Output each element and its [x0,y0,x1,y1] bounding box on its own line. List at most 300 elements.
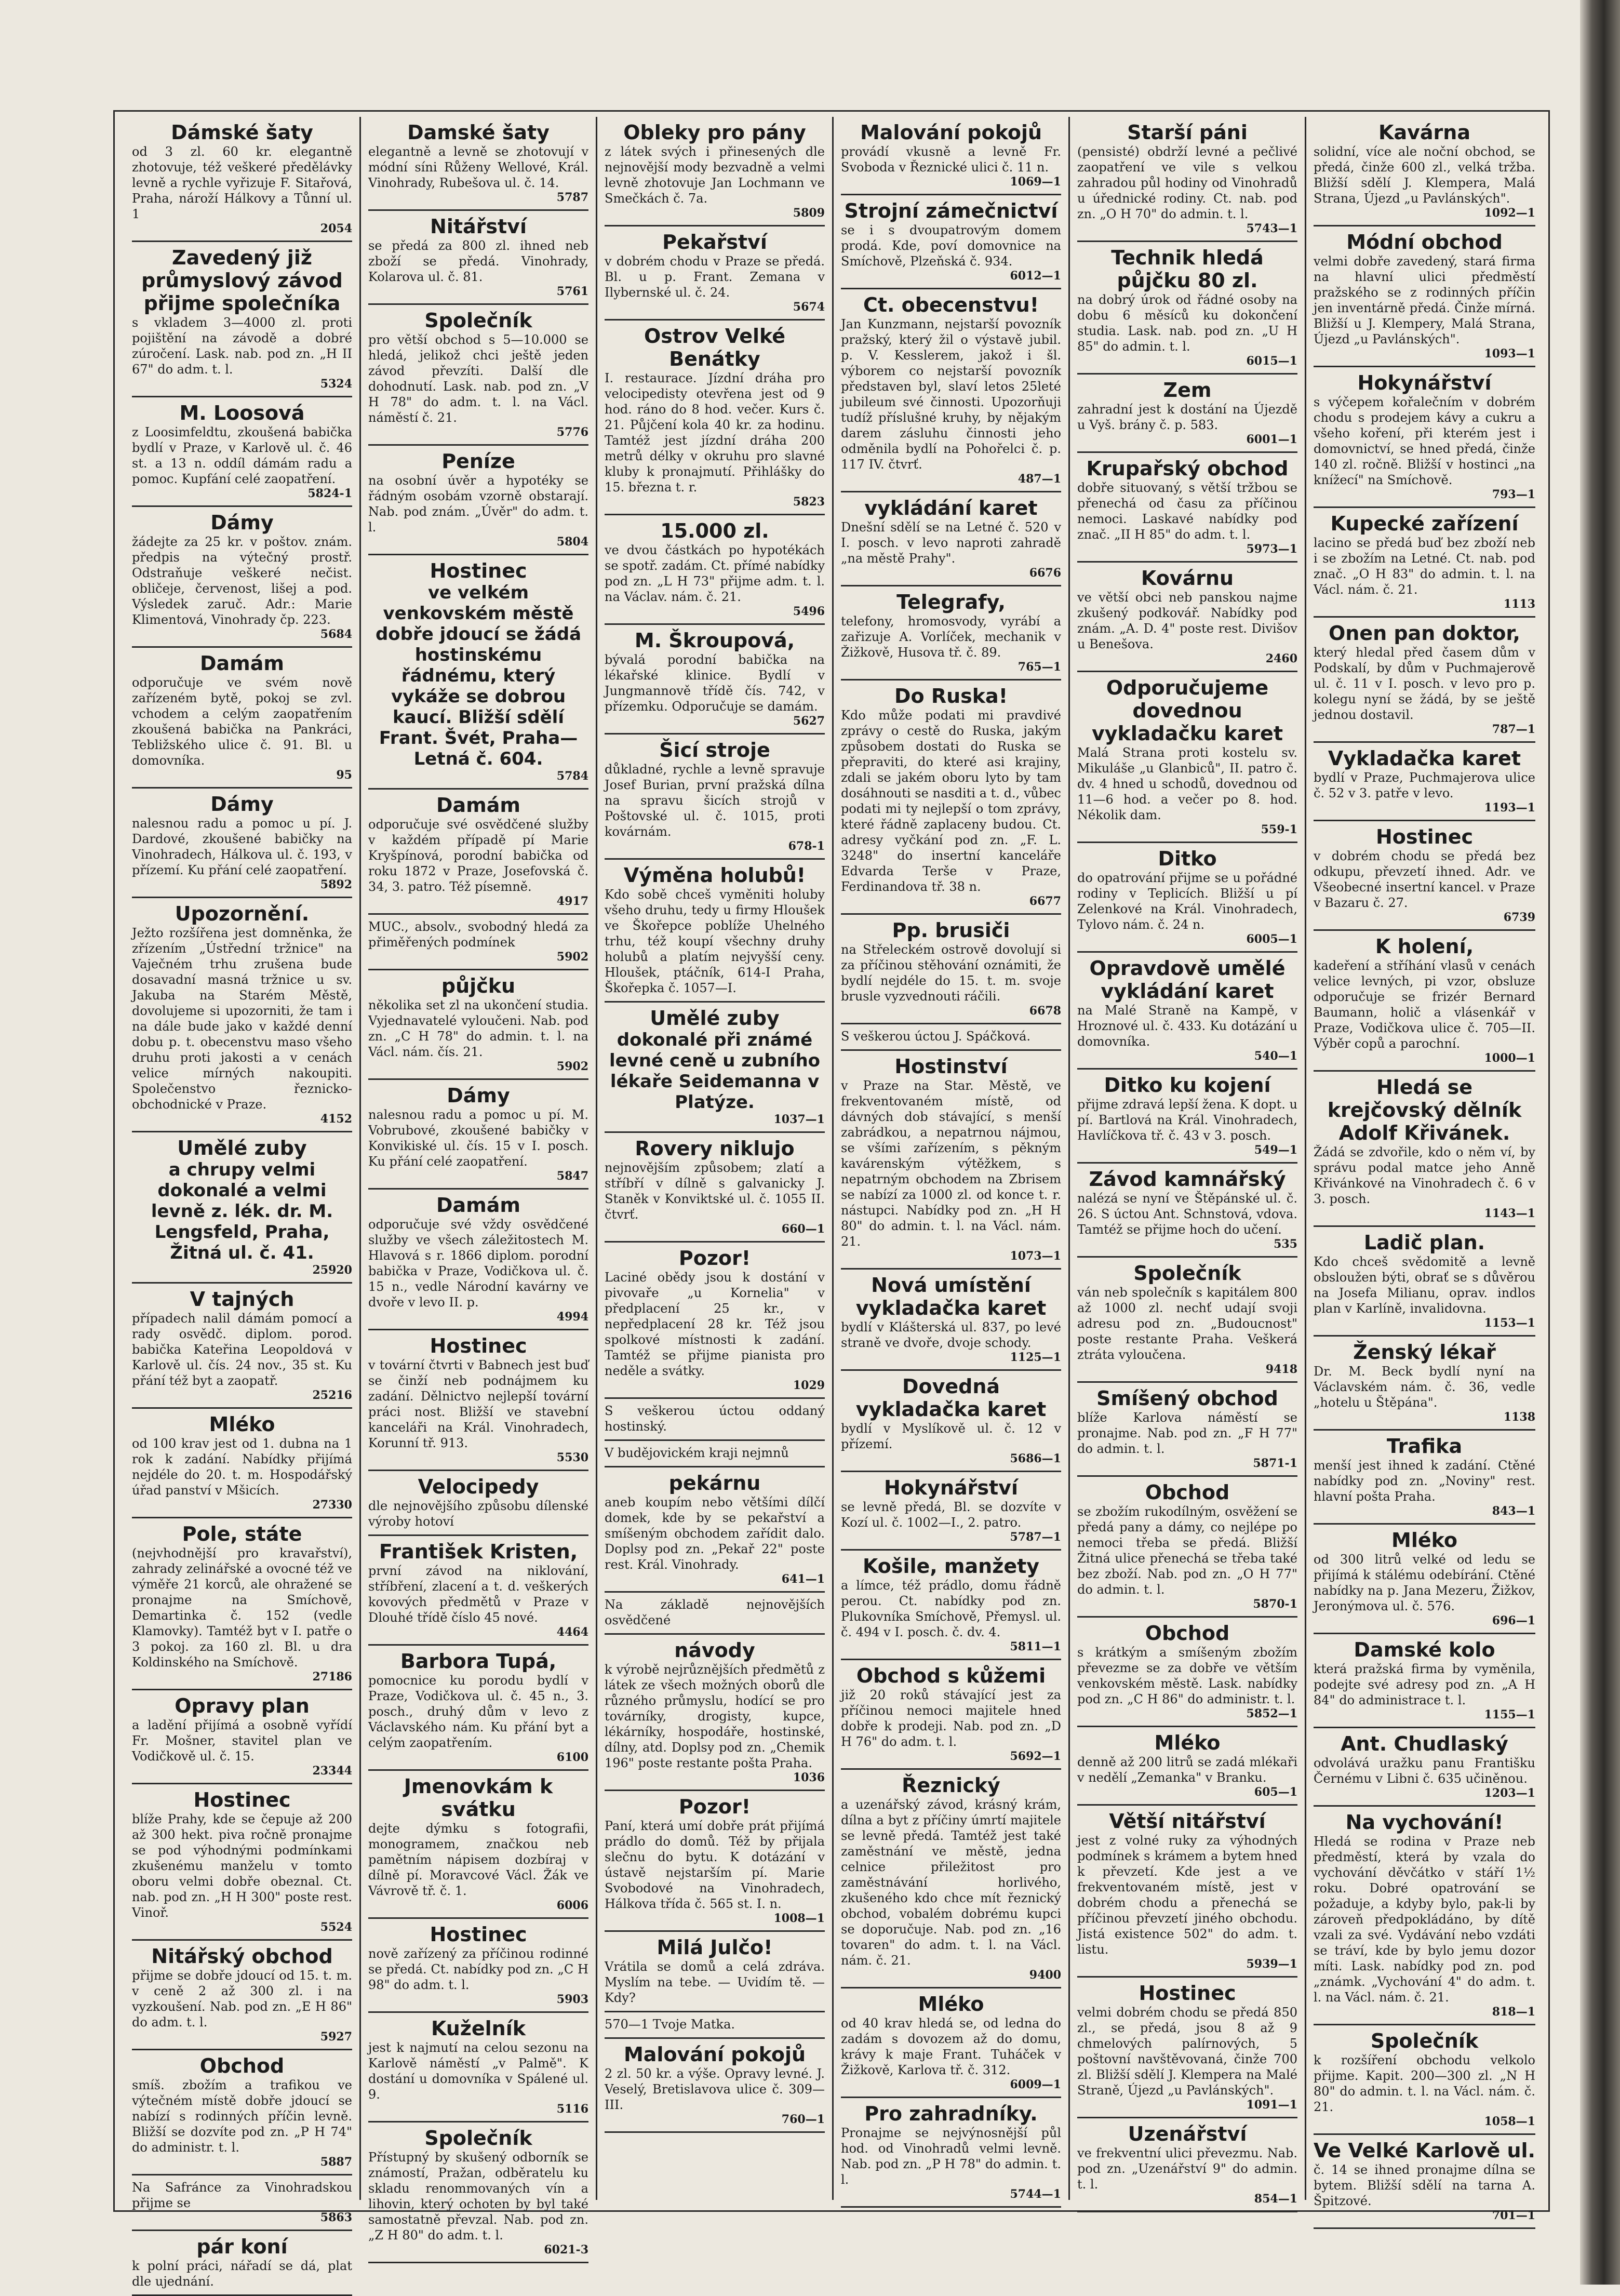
ad-text: odporučuje své osvědčené služby v každém případě pí Marie Kryšpínová, porodní babička od roku 1872 v Praze, Josefovská č. 34, 3. patro. Též písemně. [368,817,588,894]
ad-heading: Dámy [210,511,274,534]
classified-ad [841,1051,1061,1270]
ad-text: s krátkým a smíšeným zbožím převezme se za dobře ve větším venkovském městě. Lask. nabídky pod zn. „C H 86" do administr. t. l. [1077,1645,1297,1706]
classified-ad [605,321,825,515]
ad-heading: V tajných [190,1288,294,1311]
ad-text: kadeření a stříhání vlasů v cenách velice levných, pi vzor, obsluze odporučuje se frizér Bernard Baumann, holič a vlásenkář v Praze, Vodičkova ulice č. 705—II. Výběr copů a parochní. [1314,958,1535,1051]
ad-number: 6001—1 [1246,433,1297,446]
classified-ad [1077,843,1297,953]
ad-heading: K holení, [1375,935,1474,958]
ad-heading: Ženský lékař [1353,1341,1496,1364]
ad-text: od 3 zl. 60 kr. elegantně zhotovuje, též veškeré předělávky levně a rychle vyřizuje F. Sitařová, Praha, nároží Hálkovy a Tůnní ul. 1 [132,144,352,221]
classified-ad [1314,1227,1535,1337]
ad-number: 487—1 [1017,472,1061,486]
ad-heading: Košile, manžety [862,1555,1040,1578]
ad-text: a límce, též prádlo, domu řádně perou. Ct. nabídky pod zn. Plukovníka Smíchově, Přemysl. ul. č. 494 v I. posch. č. dv. 4. [841,1578,1061,1639]
classified-ad [841,1660,1061,1770]
classified-ad [1077,2118,1297,2212]
ad-heading: Mléko [209,1413,275,1436]
classified-ad [1077,1477,1297,1618]
ad-number: 5809 [793,206,825,220]
classified-ad [1077,672,1297,843]
classified-ad [605,1399,825,1441]
ad-heading: půjčku [441,975,516,997]
ad-heading: Technik hledá půjčku 80 zl. [1111,246,1264,292]
ad-heading: Trafika [1386,1435,1463,1458]
classified-ad [368,970,588,1080]
ad-text: menší jest ihned k zadání. Ctěné nabídky pod zn. „Noviny" rest. hlavní pošta Praha. [1314,1458,1535,1504]
column-2 [361,117,597,2257]
ad-heading: Pp. brusiči [892,919,1010,942]
classified-ad [841,1472,1061,1551]
ad-heading: Peníze [441,450,515,473]
classified-ad [1314,2135,1535,2229]
ad-heading: Dovedná vykladačka karet [855,1375,1047,1421]
classified-ad [605,1635,825,1791]
ad-text: odporučuje své vždy osvědčené služby ve všech záležitostech M. Hlavová s r. 1866 diplom. porodní babička v Praze, Vodičkova ul. č. 15 n., vedle Národní kavárny ve dvoře v levo II. p. [368,1217,588,1310]
ad-heading: Krupařský obchod [1086,457,1289,480]
classified-ad [132,2050,352,2175]
ad-heading: Malování pokojů [860,121,1042,144]
classified-ad [1314,618,1535,743]
ad-heading: M. Loosová [179,402,305,424]
ad-number: 660—1 [781,1222,825,1236]
ad-text: dejte dýmku s fotografii, monogramem, značkou neb pamětním nápisem dozbíraj v dílně pí. Moravcové Václ. Žák ve Vávrově tř. č. 1. [368,1821,588,1898]
ad-number: 1029 [793,1379,825,1392]
ad-text: (nejvhodnější pro kravařství), zahrady zelinářské a ovocné též ve výměře 21 korců, ale ohražené se pronajme na Smíchově, Demartinka č. 152 (vedle Klamovky). Tamtéž byt v I. patře o 3 pokoj. za 160 zl. Bl. u dra Koldinského na Smíchově. [132,1546,352,1670]
ad-number: 9400 [1029,1968,1061,1982]
ad-text: a uzenářský závod, krásný krám, dílna a byt z příčiny úmrtí majitele se levně předá. Tamtéž jest také zaměstnání ve městě, jedna celnice přiležitost pro zaměstnávání horlivého, zkušeného kdo chce mít řeznický obchod, vobalém dobrému kupci se doporučuje. Nab. pod zn. „16 tovaren" do adm. t. l. na Václ. nám. č. 21. [841,1797,1061,1968]
classified-ad [841,1551,1061,1660]
ad-heading: Dámské šaty [171,121,313,144]
ad-heading: Smíšený obchod [1096,1387,1278,1410]
ad-heading: Obchod s kůžemi [856,1664,1046,1687]
ad-number: 5743—1 [1246,222,1297,235]
ad-text: v Praze na Star. Městě, ve frekventovaném místě, od dávných dob stávající, s menší zabrádkou, a nepatrnou nájmou, se všími zařízením, s pěkným kavárenským výtěžkem, s nepatrným obchodem na Zbrisem se nabízí za 1000 zl. od konce t. r. nástupci. Nabídky pod zn. „H H 80" do admin. t. l. na Václ. nám. 21. [841,1078,1061,1249]
classified-ad [605,1932,825,2012]
ad-heading: Opravy plan [175,1694,310,1717]
ad-text: MUC., absolv., svobodný hledá za přiměřených podmínek [368,919,588,950]
ad-heading: Ostrov Velké Benátky [644,325,786,370]
ad-heading: Starší páni [1127,121,1248,144]
ad-number: 1125—1 [1010,1351,1061,1364]
ad-text: S veškerou úctou J. Spáčková. [841,1029,1031,1044]
ad-text: od 300 litrů velké od ledu se přijímá k stálému odebírání. Ctěné nabídky na p. Jana Mezeru, Žižkov, Jeronýmova ul. č. 576. [1314,1552,1535,1613]
classified-ad [368,1771,588,1919]
ad-text: V budějovickém kraji nejmnů [605,1446,789,1460]
ad-text: Pronajme se nejvýnosnější půl hod. od Vinohradů velmi levně. Nab. pod zn. „P H 78" do admin. t. l. [841,2126,1061,2187]
ad-text: Dr. M. Beck bydlí nyní na Václavském nám. č. 36, vedle „hotelu u Štěpána". [1314,1364,1535,1410]
classified-ad [368,117,588,211]
ad-number: 5823 [793,495,825,509]
ad-heading: Hostinec [430,1923,527,1946]
ad-heading: Mléko [1391,1529,1457,1552]
ad-text: Laciné obědy jsou k dostání v pivovaře „u Kornelia" v předplacení 25 kr., v nepředplacení 28 kr. Též jsou spolkové místnosti k zadání. Tamtéž se přijme pianista pro neděle a svátky. [605,1270,825,1378]
ad-heading: Zem [1163,379,1212,402]
ad-heading: pár koní [196,2235,288,2258]
classified-ad [368,2123,588,2263]
classified-ad [1077,1727,1297,1806]
ad-heading: Hostinec [1139,1982,1236,2005]
ad-heading: Ladič plan. [1363,1231,1485,1254]
ad-number: 5761 [556,285,588,298]
ad-number: 1036 [793,1771,825,1784]
classified-ad [605,625,825,735]
ad-number: 854—1 [1254,2192,1297,2206]
ad-heading: Damám [436,1194,521,1217]
ad-text: nejnovějším způsobem; zlatí a stříbří v dílně s galvanicky J. Staněk v Konviktské ul. č. 1055 II. čtvrť. [605,1160,825,1222]
ad-text: na Malé Straně na Kampě, v Hroznové ul. č. 433. Ku dotázání u domovníka. [1077,1003,1297,1049]
ad-text: Malá Strana proti kostelu sv. Mikuláše „u Glanbiců", II. patro č. dv. 4 hned u schodů, dovednou od 11—6 hod. a večer po 8. hod. Nékolik dam. [1077,745,1297,822]
ad-number: 1037—1 [773,1113,825,1126]
ad-text: Hledá se rodina v Praze neb předměstí, která by vzala do vychování děvčátko v stáří 1½ roku. Dobré opatrování se požaduje, a kdyby bylo, pak-li by zároveň předpokládáno, by dítě vzali za své. Vydávání nebo vzdáti se tráví, kde by bylo jemu dozor míti. Lask. nabídky pod zn. pod „známk. „Vychování 4" do adm. t. l. na Václ. nám. č. 21. [1314,1834,1535,2005]
ad-number: 2054 [320,222,352,235]
ad-heading: František Kristen, [379,1540,578,1563]
classified-ad [605,1441,825,1467]
ad-text: dle nejnovějšího způsobu dílenské výroby hotoví [368,1499,588,1529]
ad-text: bývalá porodní babička na lékařské klinice. Bydlí v Jungmannově třídě čís. 742, v přízemku. Odporučuje se damám. [605,652,825,714]
ad-number: 6006 [556,1899,588,1912]
ad-heading: Mléko [918,1993,984,2015]
ad-heading: Řeznický [902,1774,1000,1797]
ad-heading: vykládání karet [864,497,1038,519]
ad-text: bydlí v Praze, Puchmajerova ulice č. 52 v 3. patře v levo. [1314,770,1535,800]
page-fold-shadow [1580,0,1620,2285]
classified-ad [132,789,352,898]
ad-number: 6100 [556,1751,588,1764]
classified-ad [1314,1728,1535,1807]
classified-ad [1314,821,1535,931]
ad-number: 1193—1 [1484,801,1535,815]
classified-ad [368,915,588,970]
ad-number: 6005—1 [1246,932,1297,946]
ad-heading: Obleky pro pány [623,121,806,144]
ad-number: 5496 [793,605,825,618]
ad-heading: Hostinec [193,1788,291,1811]
ad-number: 843—1 [1492,1504,1535,1518]
ad-text: Vrátila se domů a celá zdráva. Myslím na tebe. — Uvidím tě. — Kdy? [605,1959,825,2005]
classified-ad [841,680,1061,915]
ad-heading: Šicí stroje [659,739,770,762]
column-5 [1070,117,1306,2206]
ad-number: 5847 [556,1169,588,1183]
ad-text: od 100 krav jest od 1. dubna na 1 rok k zadání. Nabídky přijímá nejdéle do 20. t. m. Hospodářský úřad panství v Mšicích. [132,1436,352,1498]
ad-heading: Nová umístění vykladačka karet [855,1274,1047,1319]
classified-ad [841,195,1061,289]
classified-ad [605,735,825,860]
ad-heading: Opravdově umělé vykládání karet [1089,957,1286,1003]
ad-heading: Umělé zuby [177,1137,307,1159]
ad-number: 5871-1 [1253,1457,1297,1470]
ad-heading: Větší nitářství [1109,1810,1266,1833]
ad-heading: pekárnu [668,1472,761,1494]
ad-heading: Milá Julčo! [657,1936,773,1959]
classified-ad [605,1467,825,1593]
ad-number: 5674 [793,300,825,314]
classified-ad [132,1941,352,2050]
ad-number: 6677 [1029,895,1061,908]
classified-ad [368,1919,588,2013]
ad-heading: Módní obchod [1346,231,1503,253]
ad-text: Dnešní sdělí se na Letné č. 520 v I. posch. v levo naproti zahradě „na městě Prahy". [841,520,1061,566]
ad-number: 5870-1 [1253,1597,1297,1611]
classified-ad [1314,1634,1535,1728]
ad-number: 4917 [556,895,588,908]
ad-heading: M. Škroupová, [634,629,795,652]
ad-heading: Kuželník [431,2017,526,2040]
ad-number: 559-1 [1261,823,1297,836]
ad-text: bydlí v Klášterská ul. 837, po levé straně ve dvoře, dvoje schody. [841,1320,1061,1350]
ad-number: 5684 [320,628,352,641]
ad-heading: Malování pokojů [623,2043,806,2066]
ad-heading: Ct. obecenstvu! [863,293,1039,316]
ad-heading: Kovárnu [1141,567,1234,590]
ad-text: Kdo chceš svědomitě a levně obsloužen býti, obrať se s důvěrou na Josefa Milianu, oprav. indlos plan v Karlíně, invalidovna. [1314,1254,1535,1316]
ad-heading: Zavedený již průmyslový závod přijme společníka [141,246,343,315]
ad-number: 5627 [793,714,825,728]
ad-heading: Společník [424,309,532,332]
ad-text: 2 zl. 50 kr. a výše. Opravy levné. J. Veselý, Bretislavova ulice č. 309—III. [605,2066,825,2112]
ad-heading: Pekařství [662,231,767,253]
ad-heading: Pro zahradníky. [864,2102,1038,2125]
classified-ad [368,555,588,790]
classified-ad [368,1190,588,1330]
ad-number: 1113 [1503,597,1535,611]
ad-text: I. restaurace. Jízdní dráha pro velocipedisty otevřena jest od 9 hod. ráno do 8 hod. večer. Kurs č. 21. Půjčení kola 40 kr. za hodinu. Tamtéž jest jízdní dráha 200 metrů délky v okruhu pro slavné kluby k pronajmutí. Přihlášky do 15. března t. r. [605,371,825,495]
classified-ad [605,1593,825,1635]
ad-heading: Hledá se krejčovský dělník Adolf Křivánek. [1327,1076,1522,1144]
ad-text: do opatrování přijme se u pořádné rodiny v Teplicích. Bližší u pí Zelenkové na Král. Vinohradech, Tylovo nám. č. 24 n. [1077,871,1297,932]
ad-number: 1058—1 [1484,2115,1535,2128]
ad-heading: Nitářství [430,215,527,238]
classified-ad [1077,242,1297,375]
classified-ad [841,1371,1061,1472]
ad-text: na Střeleckém ostrově dovolují si za příčinou stěhování oznámiti, že bydlí nejdéle do 15. t. m. svoje brusle vyzvednouti ráčili. [841,942,1061,1004]
ad-heading: Telegrafy, [896,591,1006,613]
ad-number: 5887 [320,2155,352,2169]
classified-ad [841,492,1061,586]
ad-number: 25216 [312,1389,352,1402]
classified-ad [368,211,588,305]
ad-number: 1069—1 [1010,175,1061,189]
ad-text: se předá za 800 zl. ihned neb zboží se předá. Vinohrady, Kolarova ul. č. 81. [368,238,588,284]
ad-number: 1093—1 [1484,347,1535,361]
ad-heading: Ditko [1158,847,1217,870]
ad-text: v tovární čtvrti v Babnech jest buď se činží neb podnájmem ku zadání. Dělnictvo nejlepší tovární práci nost. Bližší ve stavební kanceláři na Král. Vinohradech, Korunní tř. 913. [368,1358,588,1450]
classified-ad [1314,743,1535,821]
classified-ad [1314,1525,1535,1634]
ad-text: dobře situovaný, s větší tržbou se přenechá od času za příčinou nemoci. Laskavé nabídky pod znač. „II H 85" do adm. t. l. [1077,480,1297,542]
classified-ad [132,2175,352,2231]
ad-number: 1091—1 [1246,2098,1297,2112]
ad-heading: Společník [1133,1262,1241,1285]
ad-heading: Obchod [1145,1481,1230,1504]
classified-ad [1077,1258,1297,1383]
ad-text: Na základě nejnovějších osvědčené [605,1597,825,1627]
ad-number: 5927 [320,2030,352,2044]
ad-text: odvolává uražku panu Františku Černému v Libni č. 635 učiněnou. [1314,1756,1535,1786]
ad-text: který hledal před časem dům v Podskalí, by dům v Puchmajerově ul. č. 11 v I. posch. v levo pro p. kolegu nyní se žádá, by se ještě jednou dostavil. [1314,645,1535,722]
classified-ad [841,1988,1061,2098]
classified-ad [132,1690,352,1784]
ad-text: v dobrém chodu se předá bez odkupu, převzetí ihned. Adr. ve Všeobecné insertní kancel. v Praze v Bazaru č. 27. [1314,849,1535,910]
ad-heading: Ant. Chudlaský [1341,1732,1508,1755]
ad-heading: Hostinec [430,1334,527,1357]
ad-text: již 20 roků stávající jest za příčinou nemoci majitele hned dobře k prodeji. Nab. pod zn. „D H 76" do adm. t. l. [841,1688,1061,1749]
ad-text: nalesnou radu a pomoc u pí. M. Vobrubové, zkoušené babičky v Konvikiské ul. čís. 15 v I. posch. Ku přání celé zaopatření. [368,1107,588,1169]
ad-text: Ježto rozšířena jest domněnka, že zřízením „Ústřední tržnice" na Vaječném trhu zrušena bude dosavadní masná tržnice u sv. Jakuba na Starém Městě, dovolujeme si upozorniti, že tam i na dále bude jako v každé denní dobu p. t. obecenstvu maso všeho druhu proti jakosti a v cenách velice mírných nakoupiti. Společenstvo řeznicko-obchodnické v Praze. [132,926,352,1112]
ad-number: 1138 [1503,1410,1535,1424]
ad-number: 701—1 [1492,2209,1535,2222]
ad-text: a chrupy velmi dokonalé a velmi levně z. lék. dr. M. Lengsfeld, Praha, Žitná ul. č. 41. [151,1159,333,1263]
ad-number: 6012—1 [1010,269,1061,283]
ad-text: se zbožím rukodílným, osvěžení se předá pany a dámy, co nejlépe po nemoci třeba se předá. Bližší Žitná ulice přenechá se třeba také bez zboží. Nab. pod zn. „O H 77" do admin. t. l. [1077,1504,1297,1597]
ad-number: 787—1 [1492,723,1535,736]
ad-number: 1155—1 [1484,1708,1535,1721]
ad-heading: Pole, státe [182,1523,302,1545]
classified-ad [1314,1072,1535,1227]
ad-heading: Závod kamnářský [1089,1168,1286,1191]
ad-heading: Pozor! [678,1795,751,1818]
classified-ad [368,446,588,555]
classified-ad [1077,375,1297,453]
ad-text: s vkladem 3—4000 zl. proti pojištění na závodě a dobré zúročení. Lask. nab. pod zn. „H II 67" do adm. t. l. [132,315,352,377]
ad-text: solidní, více ale noční obchod, se předá, činže 600 zl., velká tržba. Bližší sdělí J. Klempera, Malá Strana, Újezd „u Pavlánských". [1314,144,1535,206]
ad-number: 5324 [320,377,352,391]
ad-text: blíže Karlova náměstí se pronajme. Nab. pod zn. „F H 77" do admin. t. l. [1077,1410,1297,1456]
ad-number: 1092—1 [1484,206,1535,220]
ad-number: 23344 [312,1764,352,1778]
ad-text: velmi dobře zavedený, stará firma na hlavní ulici předměstí pražského se z rodinných příčin jen inventárně předá. Činže mírná. Bližší u J. Klempery, Malá Strana, Újezd „u Pavlánských". [1314,254,1535,346]
ad-number: 535 [1274,1237,1297,1251]
classified-ad [1077,1978,1297,2118]
classified-ad [368,1080,588,1190]
ad-number: 5530 [556,1451,588,1464]
ad-heading: Obchod [199,2054,285,2077]
ad-text: s výčepem kořalečním v dobrém chodu s prodejem kávy a cukru a všeho koření, při kterém jest i domovnictví, se hned předá, činže 140 zl. ročně. Bližší v hostinci „na knížecí" na Smíchově. [1314,395,1535,487]
ad-number: 27330 [312,1498,352,1512]
ad-number: 5804 [556,535,588,549]
ad-number: 793—1 [1492,488,1535,501]
ad-number: 678-1 [788,839,825,853]
ad-number: 641—1 [781,1572,825,1586]
classified-ad [368,1330,588,1471]
ad-number: 6015—1 [1246,354,1297,368]
ad-heading: Společník [1370,2030,1479,2052]
classified-ad [841,1270,1061,1371]
ad-heading: Obchod [1145,1622,1230,1645]
ad-text: Přístupný by skušený odborník se známostí, Pražan, odběratelu ku skladu renommovaných vín a lihovin, který ochoten by byl také samostatně převzal. Nab. pod zn. „Z H 80" do adm. t. l. [368,2150,588,2242]
ad-text: Jan Kunzmann, nejstarší povozník pražský, který žil o výstavě jubil. p. V. Kesslerem, jakož i šl. výborem co nejstarší povozník představen byl, slaví letos 25leté jubileum své činnosti. Upozorňuji tudíž příslušné kruhy, by nějakým darem zásluhu činnosti jeho odměnila bydlí na Pohořelci č. p. 117 IV. čtvrť. [841,317,1061,472]
ad-text: a ladění přijímá a osobně vyřídí Fr. Mošner, stavitel plan ve Vodičkově ul. č. 15. [132,1718,352,1764]
ad-text: ván neb společník s kapitálem 800 až 1000 zl. nechť udají svoji adresu pod zn. „Budoucnost" poste restante Praha. Veškerá ztráta vyloučena. [1077,1285,1297,1362]
classified-ad [1314,1807,1535,2025]
classified-ad [841,1024,1061,1051]
ad-heading: Velocipedy [418,1475,539,1498]
column-3 [597,117,834,2200]
ad-heading: Rovery niklujo [635,1137,795,1160]
ad-heading: Damám [436,794,521,817]
ad-text: pro větší obchod s 5—10.000 se hledá, jelikož chci ještě jeden závod převzíti. Další dle dohodnutí. Lask. nab. pod zn. „V H 78" do adm. t. l. na Václ. náměstí č. 21. [368,332,588,425]
ad-heading: Společník [424,2127,532,2150]
ad-heading: Hostinství [894,1055,1008,1078]
ad-number: 4994 [556,1310,588,1324]
classified-ad [1077,117,1297,242]
ad-text: k výrobě nejrůznějších předmětů z látek ze všech možných oborů dle různého průmyslu, hodící se pro továrníky, drogisty, kupce, lékárníky, hospodáře, hostinské, dílny, atd. Doplsy pod zn. „Chemik 196" poste restante pošta Praha. [605,1662,825,1770]
ad-number: 5902 [556,950,588,964]
ad-text: důkladné, rychle a levně spravuje Josef Burian, první pražská dílna na spravu šicích strojů v Poštovské ul. č. 1015, proti kovárnám. [605,762,825,839]
ad-number: 5863 [320,2211,352,2224]
ad-number: 6678 [1029,1004,1061,1018]
ad-heading: Uzenářství [1128,2123,1247,2145]
classified-ad [605,226,825,321]
ad-text: Paní, která umí dobře prát přijímá prádlo do domů. Též by přijala slečnu do bytu. K dotázání v ústavě nejstarším pí. Marie Svobodové na Vinohradech, Hálkova třída č. 565 st. I. n. [605,1819,825,1911]
classified-ad [605,515,825,625]
ad-number: 760—1 [781,2113,825,2126]
ad-number: 5824-1 [307,487,352,500]
classified-ad [132,898,352,1132]
ad-text: jest z volné ruky za výhodných podmínek s krámem a bytem hned k převzetí. Kde jest a ve frekventovaném místě, jest v dobrém chodu a přenechá se příčinou převzetí jiného obchodu. Jistá existence 502" do adm. t. listu. [1077,1833,1297,1957]
ad-heading: Výměna holubů! [623,864,806,887]
ad-text: první závod na niklování, stříbření, zlacení a t. d. veškerých kovových předmětů v Praze v Dlouhé třídě číslo 45 nové. [368,1564,588,1625]
ad-heading: Odporučujeme dovednou vykladačku karet [1092,676,1283,745]
ad-heading: Mléko [1154,1731,1221,1754]
ad-columns [125,117,1543,2289]
classified-ad [605,1003,825,1133]
ad-text: č. 14 se ihned pronajme dílna se bytem. Bližší sdělí na tarna A. Špitzové. [1314,2162,1535,2208]
ad-heading: Damské šaty [407,121,550,144]
classified-ad [1314,1431,1535,1525]
ad-text: k rozšíření obchodu velkolo přijme. Kapit. 200—300 zl. „N H 80" do admin. t. l. na Václ. nám. č. 21. [1314,2053,1535,2114]
ad-number: 6739 [1503,911,1535,924]
ad-text: nově zařízený za příčinou rodinné se předá. Ct. nabídky pod zn. „C H 98" do adm. t. l. [368,1946,588,1992]
ad-heading: Do Ruska! [894,685,1008,708]
classified-ad [1077,1806,1297,1978]
ad-text: elegantně a levně se zhotovují v módní síni Růženy Wellové, Král. Vinohrady, Rubešova ul. č. 14. [368,144,588,190]
ad-number: 696—1 [1492,1614,1535,1627]
ad-number: 2460 [1265,652,1297,665]
classified-ad [132,397,352,507]
ad-number: 5852—1 [1246,1707,1297,1720]
ad-heading: Damám [199,652,285,675]
ad-text: přijme zdravá lepší žena. K dopt. u pí. Bartlová na Král. Vinohradech, Havlíčkova tř. č. 43 v 3. posch. [1077,1097,1297,1143]
classified-ad [132,117,352,242]
classified-ad [368,305,588,446]
ad-number: 549—1 [1254,1143,1297,1157]
ad-text: denně až 200 litrů se zadá mlékaři v nedělí „Zemanka" v Branku. [1077,1755,1297,1785]
ad-text: z Loosimfeldtu, zkoušená babička bydlí v Praze, v Karlově ul. č. 46 st. a 13 n. oddíl dámám radu a pomoc. Kupfání celé zaopatření. [132,425,352,486]
ad-number: 5692—1 [1010,1750,1061,1763]
ad-number: 4464 [556,1625,588,1639]
ad-heading: Hokynářství [1357,371,1492,394]
ad-heading: Nitářský obchod [151,1945,333,1968]
classified-ad [1077,1618,1297,1727]
ad-number: 5784 [556,769,588,783]
ad-heading: Onen pan doktor, [1329,622,1520,645]
ad-number: 1153—1 [1484,1316,1535,1330]
ad-heading: Strojní zámečnictví [844,199,1058,222]
ad-number: 6676 [1029,566,1061,580]
ad-text: na osobní úvěr a hypotéky se řádným osobám vzorně obstarají. Nab. pod znám. „Úvěr" do adm. t. l. [368,473,588,535]
classified-ad [1077,953,1297,1070]
classified-ad [605,1243,825,1399]
ad-text: nalesnou radu a pomoc u pí. J. Dardové, zkoušené babičky na Vinohradech, Hálkova ul. č. 193, v přízemí. Ku přání celé zaopatření. [132,816,352,877]
ad-number: 5902 [556,1060,588,1073]
ad-number: 25920 [312,1263,352,1277]
ad-number: 765—1 [1017,660,1061,674]
classified-ad [368,790,588,915]
ad-number: 4152 [320,1112,352,1126]
ad-number: 1008—1 [773,1912,825,1925]
